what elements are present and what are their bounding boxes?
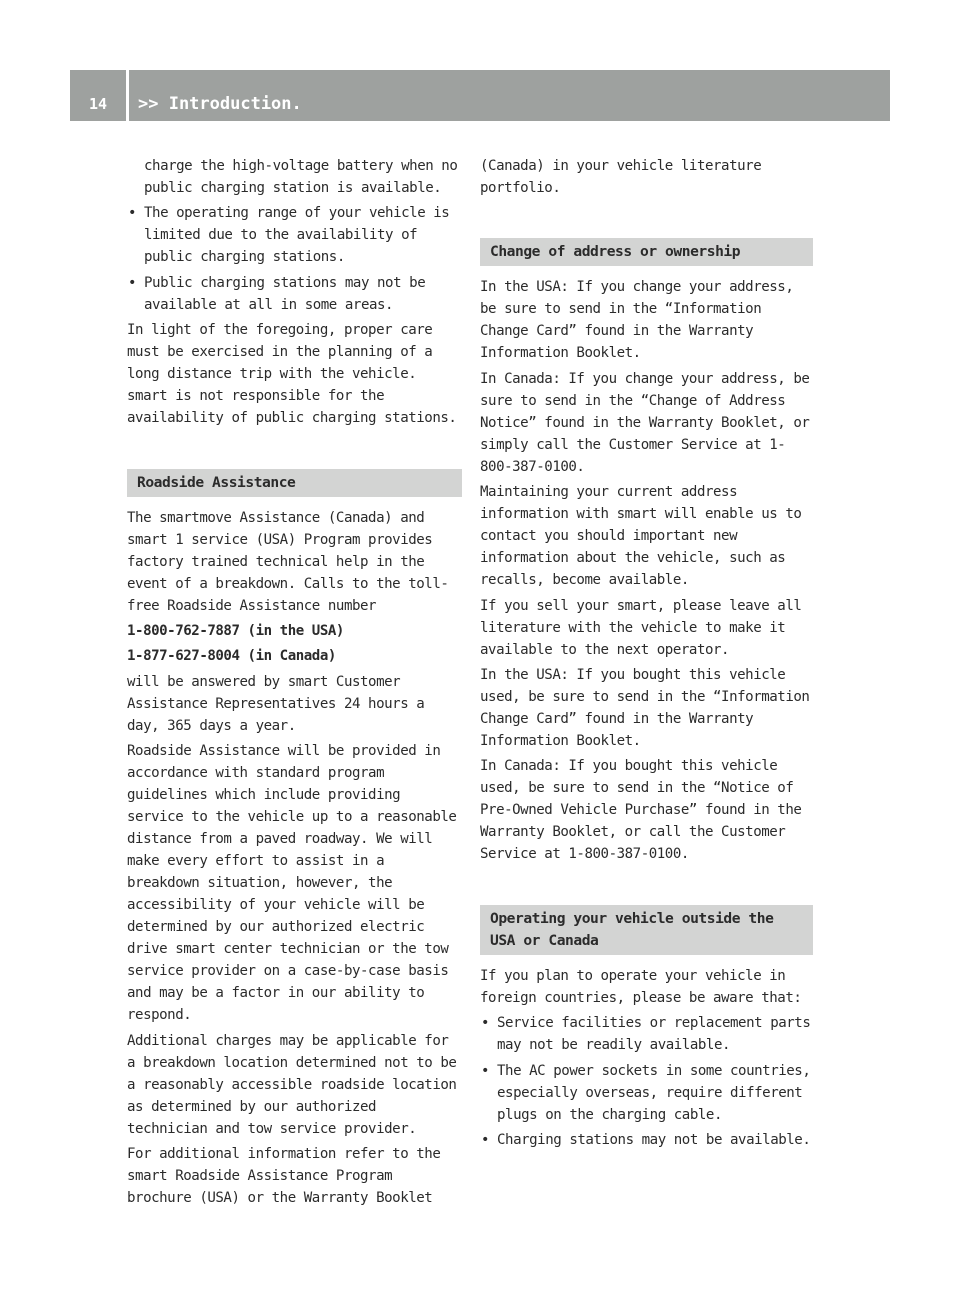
list-item: • The AC power sockets in some countries, especially overseas, require different plugs on the charging cable. bbox=[480, 1060, 813, 1126]
operating-intro: If you plan to operate your vehicle in foreign countries, please be aware that: bbox=[480, 967, 802, 1006]
header-divider bbox=[126, 70, 129, 121]
change-of-address-heading: Change of address or ownership bbox=[480, 238, 813, 266]
section-title: >> Introduction. bbox=[138, 94, 302, 114]
bullet-icon: • bbox=[128, 205, 137, 222]
roadside-para2: will be answered by smart Customer Assistance Representatives 24 hours a day, 365 days a year. bbox=[127, 673, 425, 734]
address-para1: In the USA: If you change your address, be sure to send in the “Information Change Card” found in the Warranty Information Booklet. bbox=[480, 279, 794, 362]
address-para3: Maintaining your current address information with smart will enable us to contact you should important new information about the vehicle, such as recalls, become available. bbox=[480, 484, 802, 589]
list-item: • The operating range of your vehicle is limited due to the availability of public charging stations. bbox=[127, 202, 462, 268]
bullet-icon: • bbox=[128, 274, 137, 291]
right-column bbox=[480, 155, 813, 1154]
paragraph-foregoing: In light of the foregoing, proper care must be exercised in the planning of a long distance trip with the vehicle. smart is not responsible for the availability of public charging stations. bbox=[127, 322, 457, 427]
bullet-icon: • bbox=[481, 1062, 490, 1079]
roadside-heading: Roadside Assistance bbox=[127, 469, 462, 497]
phone-canada: 1-877-627-8004 (in Canada) bbox=[127, 648, 336, 665]
roadside-para4: Additional charges may be applicable for a breakdown location determined not to be a reasonably accessible roadside location as determined by our authorized technician and tow service provider. bbox=[127, 1032, 457, 1137]
address-para4: If you sell your smart, please leave all literature with the vehicle to make it available to the next operator. bbox=[480, 597, 802, 658]
list-item: • Public charging stations may not be available at all in some areas. bbox=[127, 272, 462, 316]
roadside-para1: The smartmove Assistance (Canada) and smart 1 service (USA) Program provides factory trained technical help in the event of a breakdown. Calls to the toll-free Roadside Assistance number bbox=[127, 509, 449, 614]
bullet-icon: • bbox=[481, 1131, 490, 1148]
intro-continuation: charge the high-voltage battery when no public charging station is available. bbox=[144, 158, 458, 196]
address-para6: In Canada: If you bought this vehicle used, be sure to send in the “Notice of Pre-Owned Vehicle Purchase” found in the Warranty Booklet, or call the Customer Service at 1-800-387-0100. bbox=[480, 758, 802, 863]
list-item: • Service facilities or replacement parts may not be readily available. bbox=[480, 1012, 813, 1056]
page-number: 14 bbox=[88, 95, 108, 113]
left-column bbox=[127, 155, 462, 1212]
address-para2: In Canada: If you change your address, be sure to send in the “Change of Address Notice” found in the Warranty Booklet, or simply call the Customer Service at 1-800-387-0100. bbox=[480, 370, 810, 475]
roadside-para5: For additional information refer to the smart Roadside Assistance Program brochure (USA) or the Warranty Booklet bbox=[127, 1145, 441, 1206]
right-continuation: (Canada) in your vehicle literature portfolio. bbox=[480, 158, 762, 196]
operating-outside-heading: Operating your vehicle outside the USA or Canada bbox=[480, 905, 813, 955]
bullet-icon: • bbox=[481, 1015, 490, 1032]
roadside-para3: Roadside Assistance will be provided in accordance with standard program guidelines which include providing service to the vehicle up to a reasonable distance from a paved roadway. We will make every effort to assist in a breakdown situation, however, the accessibility of your vehicle will be determined by our authorized electric drive smart center technician or the tow service provider on a case-by-case basis and may be a factor in our ability to respond. bbox=[127, 743, 457, 1024]
address-para5: In the USA: If you bought this vehicle used, be sure to send in the “Information Change Card” found in the Warranty Information Booklet. bbox=[480, 666, 810, 749]
phone-usa: 1-800-762-7887 (in the USA) bbox=[127, 622, 344, 639]
list-item: • Charging stations may not be available. bbox=[480, 1129, 813, 1151]
